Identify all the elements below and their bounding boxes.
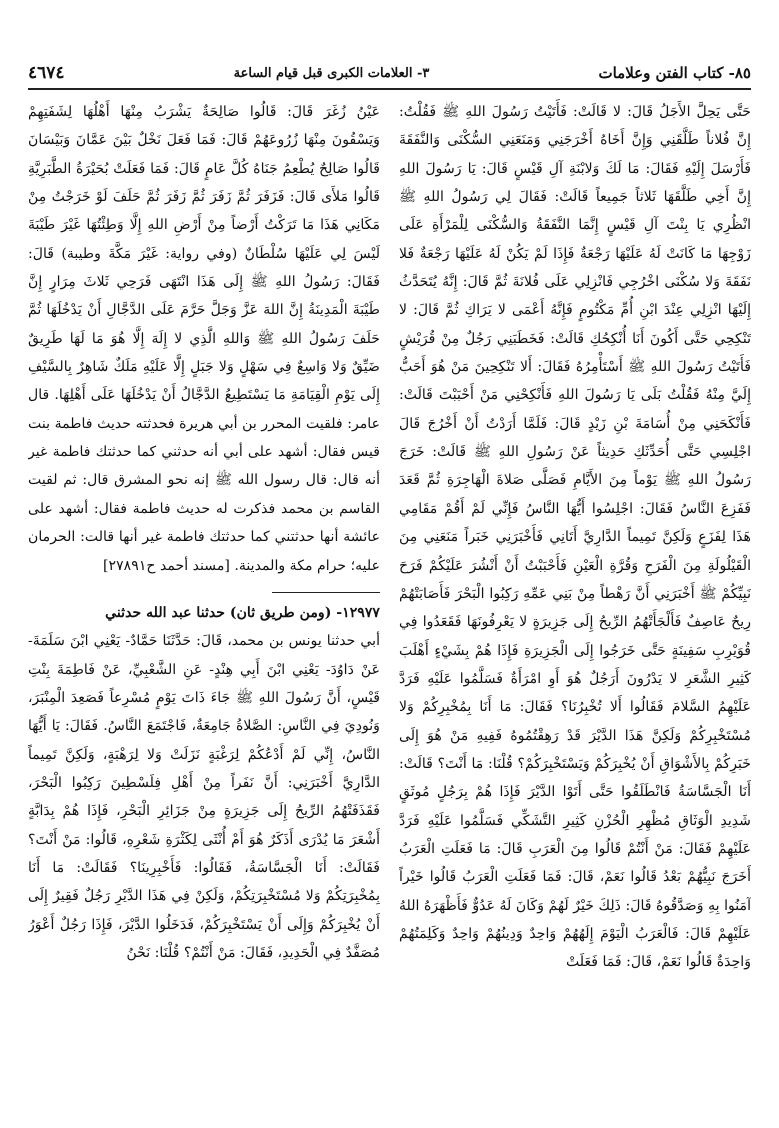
left-column — [28, 98, 380, 1098]
right-column-text: حَتَّى يَحِلَّ الأَجَلُ قَالَ: لا قَالَتْ: فَأَتَيْتُ رَسُولَ اللهِ ﷺ فَقُلْتُ: إِنَّ فُلاناً طَلَّقَنِي وَإِنَّ أَخَاهُ أَخْرَجَنِي وَمَنَعَنِي السُّكْنَى وَالنَّفَقَةَ فَأَرْسَلَ إِلَيْهِ فَقَالَ: مَا لَكَ وَلابْنَةِ آلِ قَيْسٍ قَالَ: يَا رَسُولَ اللهِ إِنَّ أَخِي طَلَّقَهَا ثَلاثاً جَمِيعاً قَالَتْ: فَقَالَ لِي رَسُولُ اللهِ ﷺ انْظُرِي يَا بِنْتَ آلِ قَيْسٍ إِنَّمَا النَّفَقَةُ وَالسُّكْنَى لِلْمَرْأَةِ عَلَى زَوْجِهَا مَا كَانَتْ لَهُ عَلَيْهَا رَجْعَةٌ فَإِذَا لَمْ يَكُنْ لَهُ عَلَيْهَا رَجْعَةٌ فَلا نَفَقَةَ وَلا سُكْنَى اخْرُجِي فَانْزِلِي عَلَى فُلانَةَ ثُمَّ قَالَ: إِنَّهُ يُتَحَدَّثُ إِلَيْهَا انْزِلِي عِنْدَ ابْنِ أُمِّ مَكْتُومٍ فَإِنَّهُ أَعْمَى لا يَرَاكِ ثُمَّ قَالَ: لا تَنْكِحِي حَتَّى أَكُونَ أَنَا أُنْكِحُكِ قَالَتْ: فَخَطَبَنِي رَجُلٌ مِنْ قُرَيْشٍ فَأَتَيْتُ رَسُولَ اللهِ ﷺ أَسْتَأْمِرُهُ فَقَالَ: أَلا تَنْكِحِينَ مَنْ هُوَ أَحَبُّ إِلَيَّ مِنْهُ فَقُلْتُ بَلَى يَا رَسُولَ اللهِ فَأَنْكِحْنِي مَنْ أَحْبَبْتَ قَالَتْ: فَأَنْكَحَنِي مِنْ أُسَامَةَ بْنِ زَيْدٍ قَالَ: فَلَمَّا أَرَدْتُ أَنْ أَخْرُجَ قَالَ اجْلِسِي حَتَّى أُحَدِّثَكِ حَدِيثاً عَنْ رَسُولِ اللهِ ﷺ قَالَتْ: خَرَجَ رَسُولُ اللهِ ﷺ يَوْماً مِنَ الأَيَّامِ فَصَلَّى صَلاةَ الْهَاجِرَةِ ثُمَّ قَعَدَ فَفَزِعَ النَّاسُ فَقَالَ: اجْلِسُوا أَيُّهَا النَّاسُ فَإِنِّي لَمْ أَقُمْ مَقَامِي هَذَا لِفَزَعٍ وَلَكِنَّ تَمِيماً الدَّارِيَّ أَتَانِي فَأَخْبَرَنِي خَبَراً مَنَعَنِي مِنَ الْقَيْلُولَةِ مِنَ الْفَرَحِ وَقُرَّةِ الْعَيْنِ فَأَحْبَبْتُ أَنْ أَنْشُرَ عَلَيْكُمْ فَرَحَ نَبِيِّكُمْ ﷺ أَخْبَرَنِي أَنَّ رَهْطاً مِنْ بَنِي عَمِّهِ رَكِبُوا الْبَحْرَ فَأَصَابَتْهُمْ رِيحٌ عَاصِفٌ فَأَلْجَأَتْهُمُ الرِّيحُ إِلَى جَزِيرَةٍ لا يَعْرِفُونَهَا فَقَعَدُوا فِي قُوَيْرِبِ سَفِينَةٍ حَتَّى خَرَجُوا إِلَى الْجَزِيرَةِ فَإِذَا هُمْ بِشَيْءٍ أَهْلَبَ كَثِيرِ الشَّعَرِ لا يَدْرُونَ أَرَجُلٌ هُوَ أَوِ امْرَأَةٌ فَسَلَّمُوا عَلَيْهِ فَرَدَّ عَلَيْهِمُ السَّلامَ فَقَالُوا أَلا تُخْبِرُنَا؟ فَقَالَ: مَا أَنَا بِمُخْبِرِكُمْ وَلا مُسْتَخْبِرِكُمْ وَلَكِنَّ هَذَا الدَّيْرَ قَدْ رَهِقْتُمُوهُ فَفِيهِ مَنْ هُوَ إِلَى خَبَرِكُمْ بِالأَشْوَاقِ أَنْ يُخْبِرَكُمْ وَيَسْتَخْبِرَكُمْ؟ قُلْنَا: مَا أَنْتَ؟ قَالَتْ: أَنَا الْجَسَّاسَةُ فَانْطَلَقُوا حَتَّى أَتَوْا الدَّيْرَ فَإِذَا هُمْ بِرَجُلٍ مُوثَقٍ شَدِيدِ الْوَثَاقِ مُظْهِرِ الْحُزْنِ كَثِيرِ التَّشَكِّي فَسَلَّمُوا عَلَيْهِ فَرَدَّ عَلَيْهِمْ فَقَالَ: مَنْ أَنْتُمْ قَالُوا مِنَ الْعَرَبِ قَالَ: مَا فَعَلَتِ الْعَرَبُ أَخَرَجَ نَبِيُّهُمْ بَعْدُ قَالُوا نَعَمْ، قَالَ: فَمَا فَعَلَتِ الْعَرَبُ قَالُوا خَيْراً آمَنُوا بِهِ وَصَدَّقُوهُ قَالَ: ذَلِكَ خَيْرٌ لَهُمْ وَكَانَ لَهُ عَدُوٌّ فَأَظْهَرَهُ اللهُ عَلَيْهِمْ قَالَ: فَالْعَرَبُ الْيَوْمَ إِلَهُهُمْ وَاحِدٌ وَدِينُهُمْ وَاحِدٌ وَكَلِمَتُهُمْ وَاحِدَةٌ قَالُوا نَعَمْ، قَالَ: فَمَا فَعَلَتْ — [399, 104, 751, 971]
chapter-title: ٨٥- كتاب الفتن وعلامات — [598, 64, 751, 82]
right-column — [399, 98, 751, 1098]
running-title: ٣- العلامات الكبرى قبل قيام الساعة — [233, 65, 430, 81]
hadith-paragraph-2: أبي حدثنا يونس بن محمد، قَالَ: حَدَّثَنَا حَمَّادٌ- يَعْنِي ابْنَ سَلَمَةَ- عَنْ دَاوُدَ- يَعْنِي ابْنَ أَبِي هِنْدٍ- عَنِ الشَّعْبِيِّ، عَنْ فَاطِمَةَ بِنْتِ قَيْسٍ، أَنَّ رَسُولَ اللهِ ﷺ جَاءَ ذَاتَ يَوْمٍ مُسْرِعاً فَصَعِدَ الْمِنْبَرَ، وَنُودِيَ فِي النَّاسِ: الصَّلاةُ جَامِعَةٌ، فَاجْتَمَعَ النَّاسُ. فَقَالَ: يَا أَيُّهَا النَّاسُ، إِنِّي لَمْ أَدْعُكُمْ لِرَغْبَةٍ نَزَلَتْ وَلا لِرَهْبَةٍ، وَلَكِنَّ تَمِيماً الدَّارِيَّ أَخْبَرَنِي: أَنَّ نَفَراً مِنْ أَهْلِ فِلَسْطِينَ رَكِبُوا الْبَحْرَ، فَقَذَفَتْهُمُ الرِّيحُ إِلَى جَزِيرَةٍ مِنْ جَزَائِرِ الْبَحْرِ، فَإِذَا هُمْ بِدَابَّةٍ أَشْعَرَ مَا يُدْرَى أَذَكَرٌ هُوَ أَمْ أُنْثَى لِكَثْرَةِ شَعْرِهِ، قَالُوا: مَنْ أَنْتَ؟ فَقَالَتْ: أَنَا الْجَسَّاسَةُ، فَقَالُوا: فَأَخْبِرِينَا؟ فَقَالَتْ: مَا أَنَا بِمُخْبِرَتِكُمْ وَلا مُسْتَخْبِرَتِكُمْ، وَلَكِنْ فِي هَذَا الدَّيْرِ رَجُلٌ فَقِيرٌ إِلَى أَنْ يُخْبِرَكُمْ وَإِلَى أَنْ يَسْتَخْبِرَكُمْ، فَدَخَلُوا الدَّيْرَ، فَإِذَا رَجُلٌ أَعْوَرُ مُصَفَّدٌ فِي الْحَدِيدِ، فَقَالَ: مَنْ أَنْتُمْ؟ قُلْنَا: نَحْنُ — [28, 633, 380, 961]
hadith-entry-heading: ١٢٩٧٧- (ومن طريق ثان) حدثنا عبد الله حدثني — [105, 604, 380, 621]
page-number: ٤٦٧٤ — [28, 63, 65, 83]
page-header — [28, 58, 751, 90]
hadith-paragraph-1: عَيْنُ زُغَرَ قَالَ: قَالُوا صَالِحَةٌ يَشْرَبُ مِنْهَا أَهْلُهَا لِشَفَتِهِمْ وَيَسْقُونَ مِنْهَا زُرُوعَهُمْ قَالَ: فَمَا فَعَلَ نَخْلٌ بَيْنَ عَمَّانَ وَبَيْسَانَ قَالُوا صَالِحٌ يُطْعِمُ جَنَاهُ كُلَّ عَامٍ قَالَ: فَمَا فَعَلَتْ بُحَيْرَةُ الطَّبَرِيَّةِ قَالُوا مَلأَى قَالَ: فَزَفَرَ ثُمَّ زَفَرَ ثُمَّ زَفَرَ ثُمَّ حَلَفَ لَوْ خَرَجْتُ مِنْ مَكَانِي هَذَا مَا تَرَكْتُ أَرْضاً مِنْ أَرْضِ اللهِ إِلَّا وَطِئْتُهَا غَيْرَ طَيْبَةَ لَيْسَ لِي عَلَيْهَا سُلْطَانٌ (وفي رواية: غَيْرَ مَكَّةَ وطيبة) قَالَ: فَقَالَ: رَسُولُ اللهِ ﷺ إِلَى هَذَا انْتَهَى فَرَحِي ثَلاثَ مِرَارٍ إِنَّ طَيْبَةَ الْمَدِينَةُ إِنَّ اللهَ عَزَّ وَجَلَّ حَرَّمَ عَلَى الدَّجَّالِ أَنْ يَدْخُلَهَا ثُمَّ حَلَفَ رَسُولُ اللهِ ﷺ وَاللهِ الَّذِي لا إِلَهَ إِلَّا هُوَ مَا لَهَا طَرِيقٌ ضَيِّقٌ وَلا وَاسِعٌ فِي سَهْلٍ وَلا جَبَلٍ إِلَّا عَلَيْهِ مَلَكٌ شَاهِرٌ بِالسَّيْفِ إِلَى يَوْمِ الْقِيَامَةِ مَا يَسْتَطِيعُ الدَّجَّالُ أَنْ يَدْخُلَهَا عَلَى أَهْلِهَا. قال عامر: فلقيت المحرر بن أبي هريرة فحدثته حديث فاطمة بنت قيس فقال: أشهد على أبي أنه حدثني كما حدثتك فاطمة غير أنه قال: قال رسول الله ﷺ إنه نحو المشرق قال: ثم لقيت القاسم بن محمد فذكرت له حديث فاطمة فقال: أشهد على عائشة أنها حدثتني كما حدثتك فاطمة غير أنها قالت: الحرمان عليه؛ حرام مكة والمدينة. [مسند أحمد ح٢٧٨٩١] — [28, 104, 380, 574]
entry-divider — [272, 592, 380, 593]
